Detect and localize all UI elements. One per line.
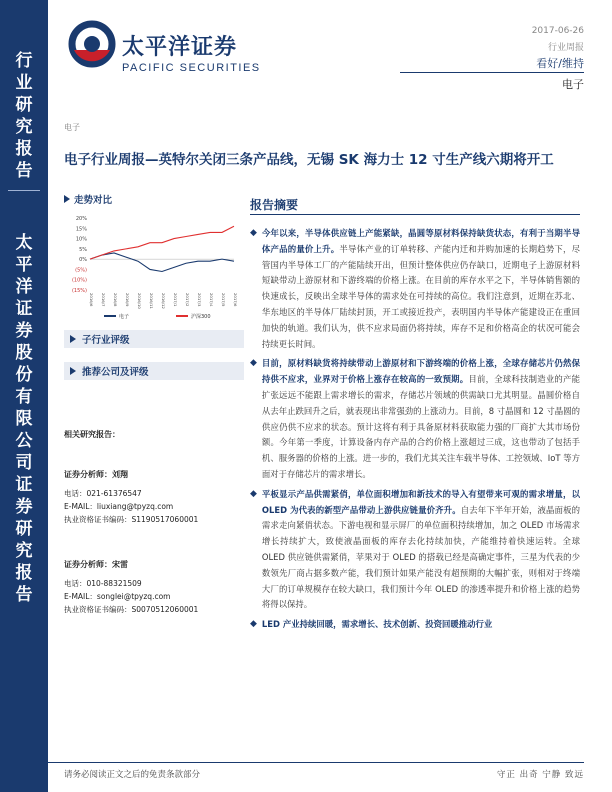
y-tick-label: 15% bbox=[75, 226, 87, 233]
subsector-rating-bar bbox=[64, 330, 244, 348]
x-tick-label: 2017/5 bbox=[221, 293, 226, 307]
y-axis-ticks bbox=[72, 216, 234, 294]
trend-chart bbox=[64, 212, 240, 322]
analyst-phone: 电话：021-61376547 bbox=[64, 489, 142, 498]
disclaimer-note: 请务必阅读正文之后的免责条款部分 bbox=[64, 770, 201, 780]
abstract-item-text: 目前，全球科技制造业的产能扩张远远不能跟上需求增长的需求，存储芯片领域的供需缺口尤其明显。晶圆价格自从去年止跌回升之后，就表现出非常强劲的上涨动力。目前，8 寸晶圆和 12 寸晶圆的供应仍供不应求的状态。预计这将有利于具备原材料获取能力强的厂商扩大其市场份额。今年第一季度，计算设备内存产品的合约价格上涨超过三成，这也带动了包括手机、服务器的价格的上涨。进一步的，我们尤其关注车载半导体、工控领域、IoT 等方面对于存储芯片的需求增长。 bbox=[261, 374, 580, 479]
x-tick-label: 2016/7 bbox=[101, 293, 106, 307]
logo-english: PACIFIC SECURITIES bbox=[122, 62, 261, 74]
report-date: 2017-06-26 bbox=[531, 26, 584, 36]
x-tick-label: 2017/6 bbox=[233, 293, 238, 307]
y-tick-label: 0% bbox=[79, 257, 87, 264]
x-tick-label: 2017/2 bbox=[185, 293, 190, 307]
abstract-item bbox=[250, 226, 580, 352]
series-line bbox=[90, 253, 234, 272]
x-tick-label: 2016/6 bbox=[89, 293, 94, 307]
report-type-vertical: 行业研究报告 bbox=[15, 51, 33, 181]
abstract-heading: 报告摘要 bbox=[250, 198, 299, 212]
abstract-divider bbox=[250, 214, 580, 215]
report-kind: 行业周报 bbox=[547, 43, 584, 53]
abstract-item-lead: 今年以来，半导体供应链上产能紧缺，晶圆等原材料保持缺货状态，有利于当期半导体产品的量价上升。 bbox=[261, 228, 580, 254]
legend-label: 电子 bbox=[119, 314, 130, 320]
x-tick-label: 2016/10 bbox=[137, 293, 142, 309]
chart-series bbox=[90, 226, 234, 271]
legend-label: 沪深300 bbox=[191, 314, 211, 320]
sidebar-divider bbox=[8, 190, 40, 191]
company-vertical: 太平洋证券股份有限公司证券研究报告 bbox=[15, 233, 33, 605]
subsector-rating-title: 子行业评级 bbox=[82, 335, 130, 346]
y-tick-label: (15%) bbox=[71, 288, 87, 294]
y-tick-label: 20% bbox=[75, 216, 87, 222]
triangle-icon bbox=[64, 195, 70, 203]
abstract-item-lead: 目前，原材料缺货将持续带动上游原材和下游终端的价格上涨，全球存储芯片仍然保持供不应求，业界对于价格上涨存在较高的一致预期。 bbox=[261, 358, 580, 385]
related-reports-title: 相关研究报告： bbox=[64, 430, 120, 439]
analyst-name: 证券分析师：宋雷 bbox=[64, 560, 128, 569]
analyst-block bbox=[64, 558, 198, 616]
y-tick-label: (10%) bbox=[71, 277, 87, 284]
abstract-item-text: 半导体产业的订单转移、产能内迁和并购加速的长期趋势下，尽管国内半导体工厂的产能陆续开出，但预计整体供应仍存缺口，近期电子上游原材料短缺带动上游原材和下游终端的价格上涨。在目前的库存水平之下，半导体销售额的快速成长，反映出全球半导体的需求处在可持续的高位。我们注意到，近期在苏北、华东地区的半导体厂陆续封顶，开工或接近投产，表明国内半导体产能建设正在重回加快的轨道。我们认为，供不应求局面仍将持续，库存不足和价格高企的状况可能会持续更长时间。 bbox=[261, 243, 580, 349]
x-axis-ticks bbox=[89, 293, 238, 309]
x-tick-label: 2016/8 bbox=[113, 293, 118, 307]
trend-section-header bbox=[64, 192, 112, 206]
bullet-icon: ◆ bbox=[250, 228, 257, 238]
industry-rating: 看好/维持 bbox=[536, 57, 584, 70]
bullet-icon: ◆ bbox=[250, 488, 257, 499]
triangle-icon bbox=[70, 335, 76, 343]
breadcrumb: 电子 bbox=[64, 123, 80, 132]
triangle-icon bbox=[70, 367, 76, 375]
bullet-icon: ◆ bbox=[250, 358, 257, 369]
page-title: 电子行业周报—英特尔关闭三条产品线，无锡 SK 海力士 12 寸生产线六期将开工 bbox=[64, 152, 554, 168]
chart-legend bbox=[104, 313, 211, 320]
analyst-cert: 执业资格证书编码：S1190517060001 bbox=[64, 515, 199, 524]
footer-divider bbox=[48, 762, 584, 763]
analyst-name: 证券分析师：刘翔 bbox=[64, 470, 128, 479]
recommended-title: 推荐公司及评级 bbox=[82, 367, 149, 378]
logo-chinese: 太平洋证券 bbox=[122, 34, 238, 60]
analyst-phone: 电话：010-88321509 bbox=[64, 579, 142, 588]
header-divider bbox=[400, 72, 584, 73]
abstract-item-lead: 平板显示产品供需紧俏，单位面积增加和新技术的导入有望带来可观的需求增量，以 OLED 为代表的新型产品带动上游供应链量价齐升。 bbox=[261, 488, 580, 515]
analyst-email[interactable]: E-MAIL：songlei@tpyzq.com bbox=[64, 592, 171, 601]
company-motto: 守正 出奇 宁静 致远 bbox=[496, 770, 584, 780]
x-tick-label: 2017/4 bbox=[209, 293, 214, 307]
abstract-item bbox=[250, 617, 580, 633]
analyst-cert: 执业资格证书编码：S0070512060001 bbox=[64, 605, 199, 614]
x-tick-label: 2016/12 bbox=[161, 293, 166, 309]
abstract-item-lead: LED 产业持续回暖，需求增长、技术创新、投资回暖推动行业 bbox=[261, 619, 493, 630]
abstract-body bbox=[250, 226, 580, 754]
series-line bbox=[90, 226, 234, 259]
sidebar-band bbox=[0, 0, 48, 792]
bullet-icon: ◆ bbox=[250, 619, 257, 630]
y-tick-label: (5%) bbox=[75, 267, 87, 274]
x-tick-label: 2016/11 bbox=[149, 293, 154, 309]
sector-label: 电子 bbox=[562, 78, 584, 91]
abstract-item bbox=[250, 487, 580, 613]
y-tick-label: 10% bbox=[75, 236, 87, 243]
company-logo-icon bbox=[68, 20, 116, 68]
x-tick-label: 2017/3 bbox=[197, 293, 202, 307]
analyst-email[interactable]: E-MAIL：liuxiang@tpyzq.com bbox=[64, 502, 174, 511]
trend-section-title: 走势对比 bbox=[74, 195, 113, 206]
abstract-item-text: 自去年下半年开始，液晶面板的需求走向紧俏状态。下游电视和显示屏厂的单位面积持续增加，加之 OLED 市场需求增长持续扩大，致使液晶面板的库存去化持续加快，产能维持着快速运转。全球 OLED 供应链供需紧俏，苹果对于 OLED 的搭载已经是高确定事件，三星为代表的少数领先厂商占据多数产能，我们预计如果产能没有超预期的大幅扩张，则相对于终端大厂的订单规模存在较大缺口，我们预计今年 OLED 的渗透率提升和价格上涨的趋势将得以保持。 bbox=[261, 504, 580, 610]
recommended-bar bbox=[64, 362, 244, 380]
abstract-item bbox=[250, 356, 580, 482]
x-tick-label: 2016/9 bbox=[125, 293, 130, 307]
y-tick-label: 5% bbox=[79, 246, 87, 253]
analyst-block bbox=[64, 468, 198, 526]
x-tick-label: 2017/1 bbox=[173, 293, 178, 307]
